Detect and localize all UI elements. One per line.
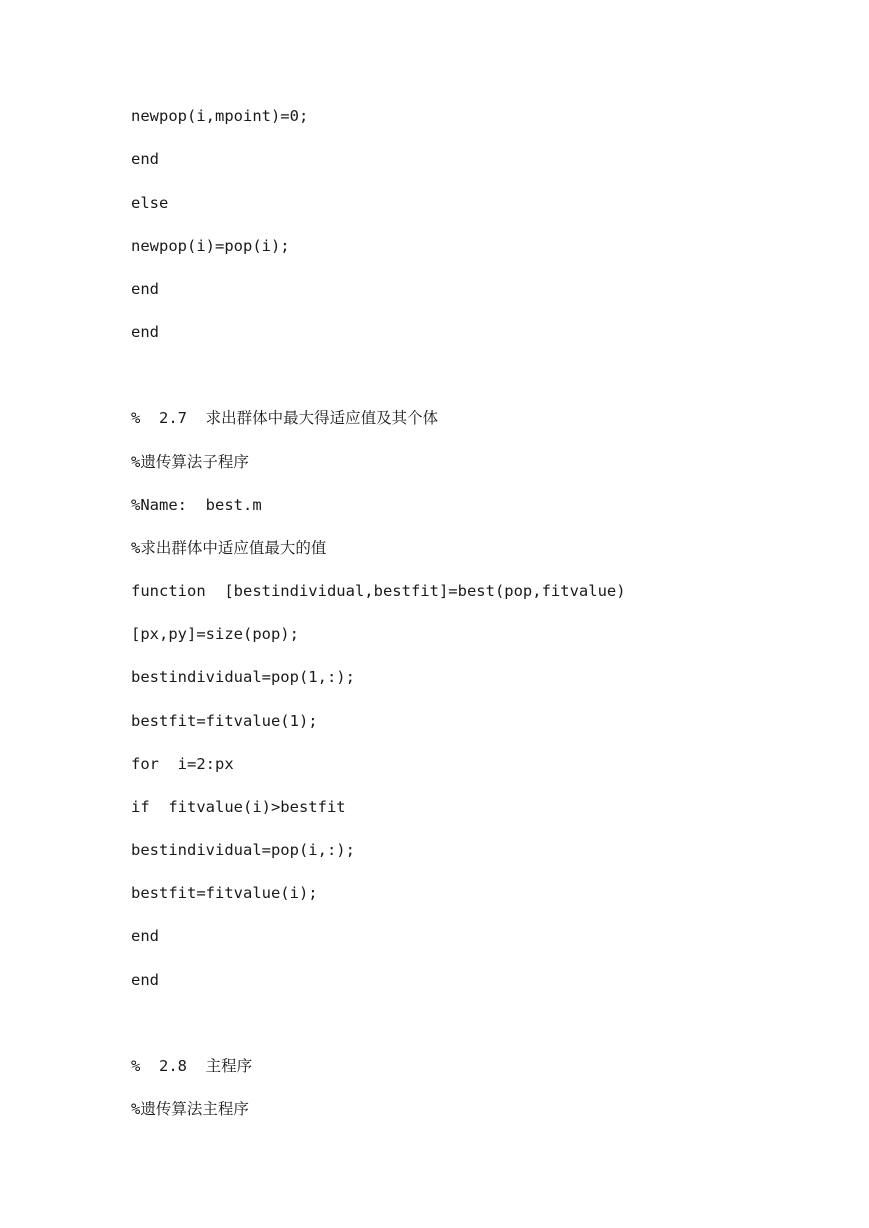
code-line: [px,py]=size(pop); (131, 625, 299, 643)
comment-line: %求出群体中适应值最大的值 (131, 539, 327, 557)
comment-line: %Name: best.m (131, 496, 262, 514)
code-line: newpop(i)=pop(i); (131, 237, 290, 255)
code-line: bestindividual=pop(i,:); (131, 841, 355, 859)
code-line: bestindividual=pop(1,:); (131, 668, 355, 686)
code-line: newpop(i,mpoint)=0; (131, 107, 309, 125)
code-line: end (131, 323, 159, 341)
code-line: if fitvalue(i)>bestfit (131, 798, 346, 816)
code-line: function [bestindividual,bestfit]=best(pop,fitvalue) (131, 582, 626, 600)
code-line: bestfit=fitvalue(i); (131, 884, 318, 902)
code-line: end (131, 927, 159, 945)
code-line: else (131, 194, 169, 212)
section-heading: % 2.8 主程序 (131, 1057, 253, 1075)
comment-line: %遗传算法子程序 (131, 453, 249, 471)
code-line: end (131, 971, 159, 989)
code-line: for i=2:px (131, 755, 234, 773)
section-heading: % 2.7 求出群体中最大得适应值及其个体 (131, 409, 439, 427)
code-line: end (131, 150, 159, 168)
code-line: end (131, 280, 159, 298)
code-line: bestfit=fitvalue(1); (131, 712, 318, 730)
comment-line: %遗传算法主程序 (131, 1100, 249, 1118)
